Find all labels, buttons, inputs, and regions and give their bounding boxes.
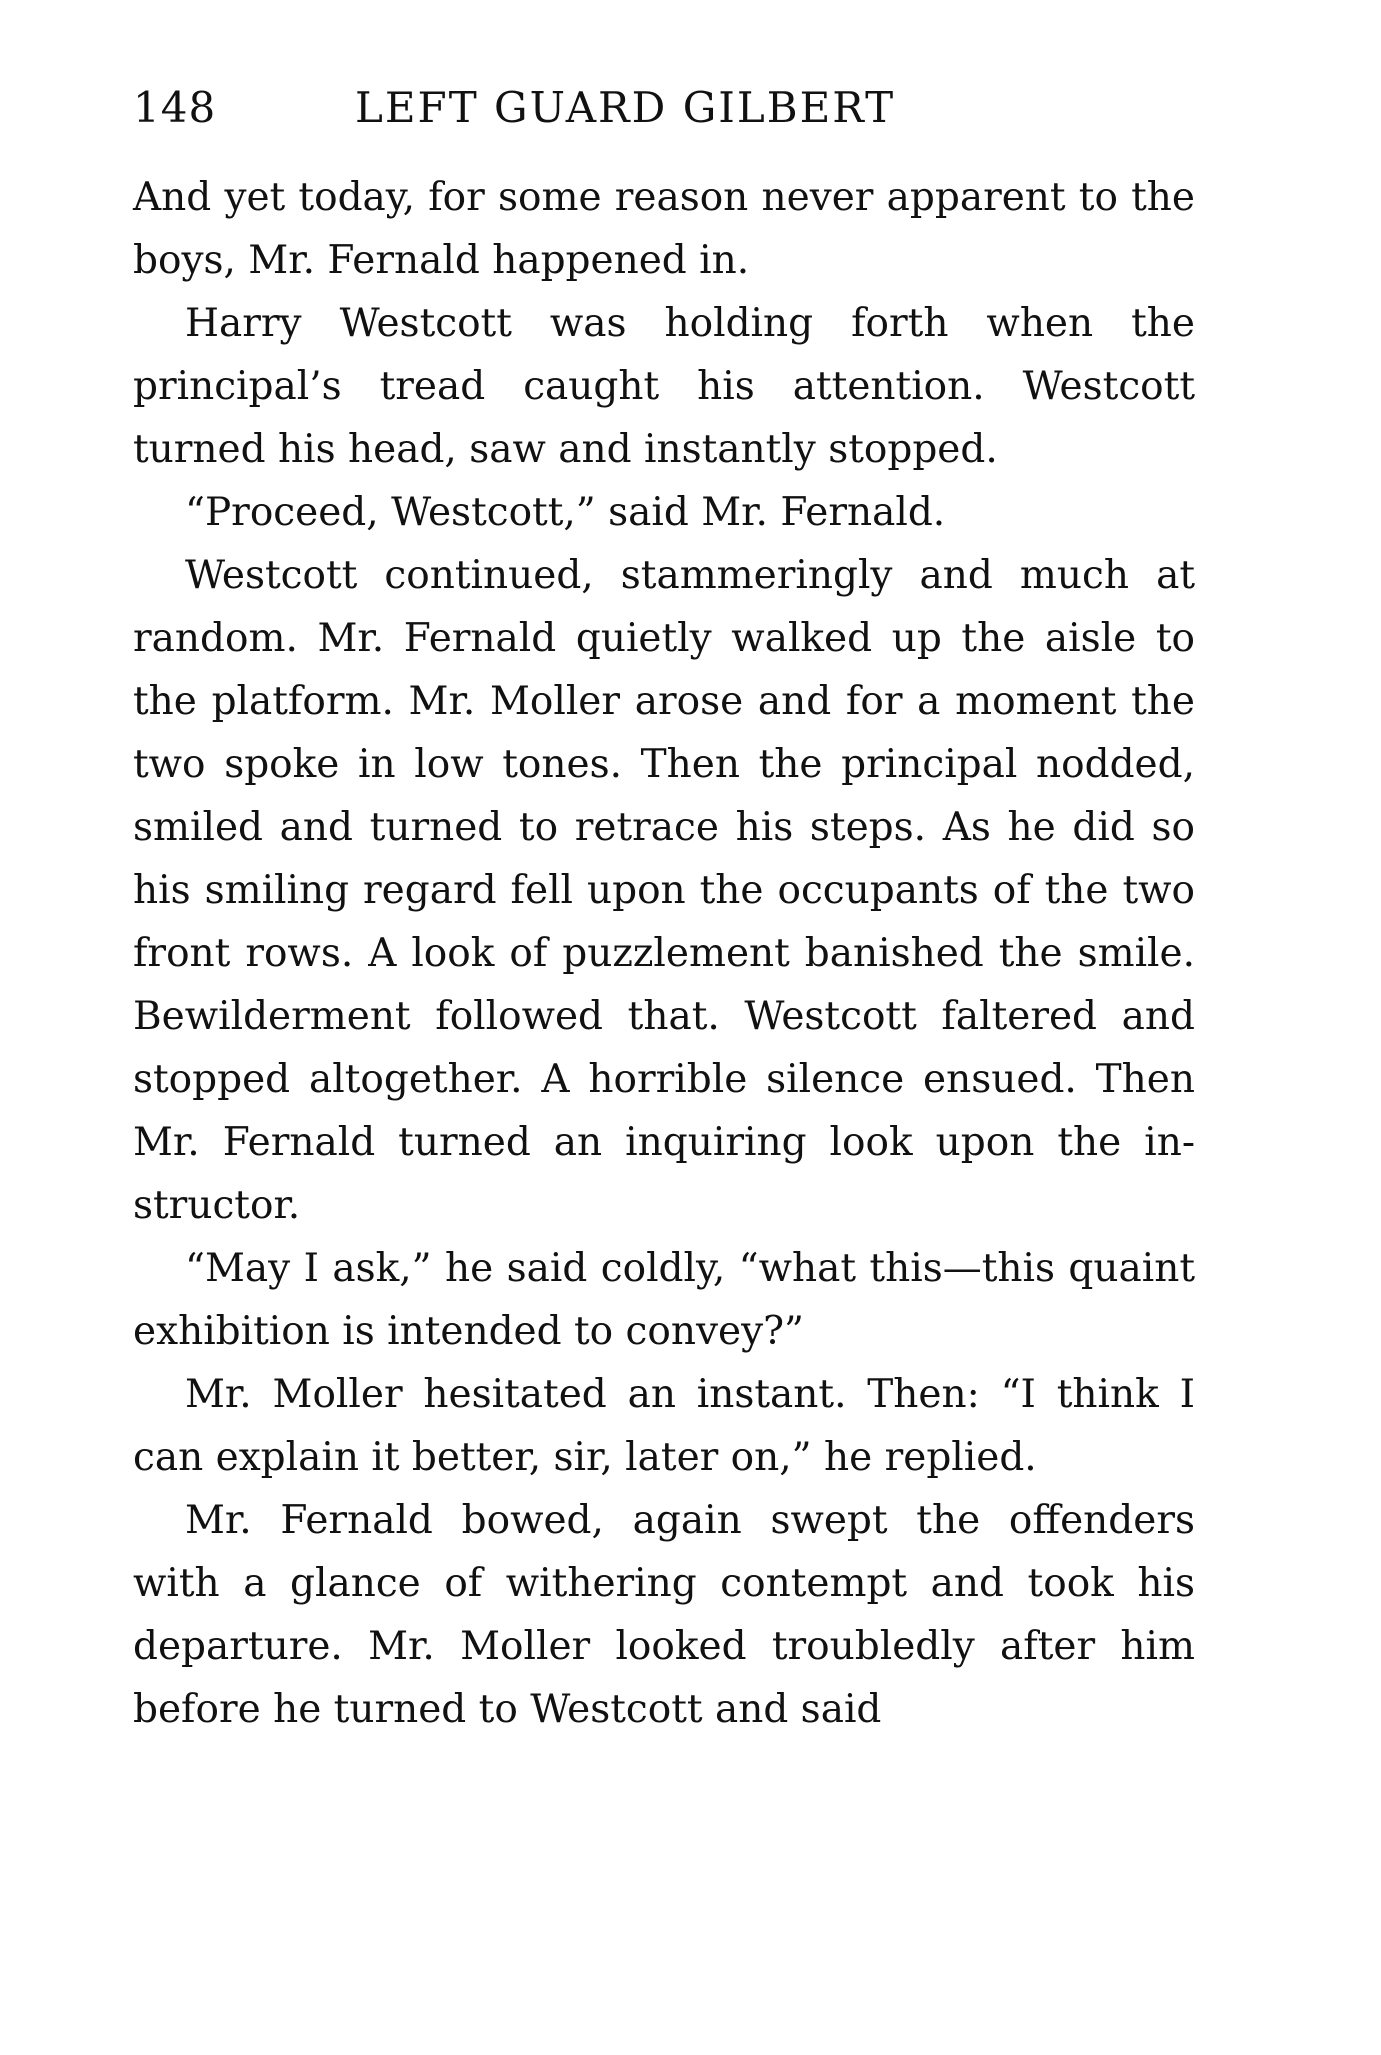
- paragraph: “Proceed, Westcott,” said Mr. Fernald.: [185, 490, 946, 535]
- paragraph: Mr. Moller hesitated an instant. Then: “I think I can explain it better, sir, later on,” he replied.: [133, 1372, 1195, 1480]
- paragraph: And yet today, for some reason never apparent to the boys, Mr. Fernald happened in.: [133, 175, 1195, 283]
- paragraph: “May I ask,” he said coldly, “what this—this quaint exhibition is intended to convey?”: [133, 1246, 1195, 1354]
- page-number: 148: [133, 83, 217, 132]
- paragraph: Westcott continued, stammeringly and much at random. Mr. Fernald quietly walked up the aisle to the platform. Mr. Moller arose and for a moment the two spoke in low tones. Then the principal nodded, smiled and turned to retrace his steps. As he did so his smiling regard fell upon the occupants of the two front rows. A look of puzzlement banished the smile. Bewilderment followed that. Westcott faltered and stopped altogether. A horrible silence ensued. Then Mr. Fernald turned an inquiring look upon the instructor.: [133, 553, 1195, 1228]
- paragraph: Harry Westcott was holding forth when the principal’s tread caught his attention. Westcott turned his head, saw and instantly stopped.: [133, 301, 1195, 472]
- paragraph: Mr. Fernald bowed, again swept the offenders with a glance of withering contempt and took his departure. Mr. Moller looked troubledly after him before he turned to Westcott and said: [133, 1498, 1195, 1732]
- running-title: LEFT GUARD GILBERT: [355, 83, 896, 132]
- page-header: [133, 76, 1193, 140]
- body-text: [133, 166, 1195, 1741]
